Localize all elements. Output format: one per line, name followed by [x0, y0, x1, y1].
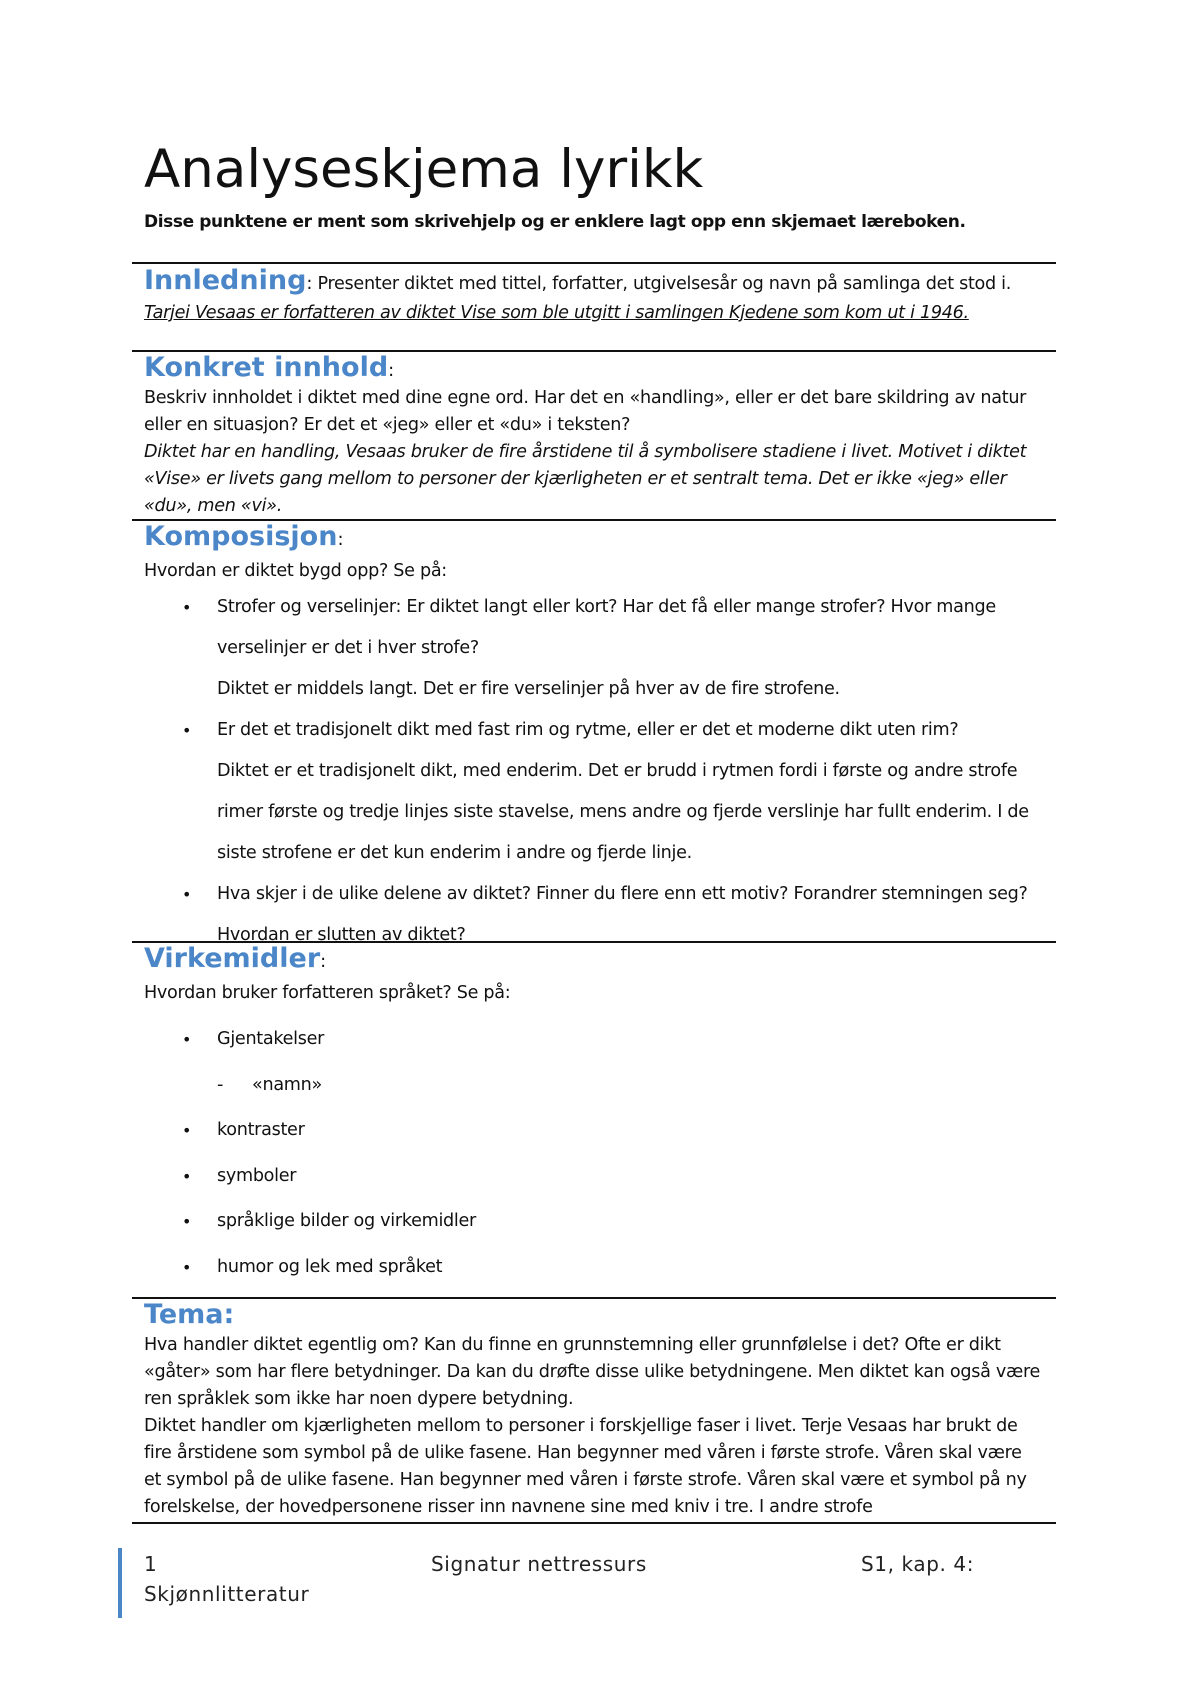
page-subtitle: Disse punktene er ment som skrivehjelp og er enklere lagt opp enn skjemaet læreboken.: [144, 212, 966, 232]
list-item: [144, 587, 1044, 669]
section-innledning: [144, 266, 1044, 327]
list-item: [144, 1108, 1044, 1154]
virkemidler-item-2: kontraster: [217, 1120, 305, 1140]
virkemidler-list: [144, 1017, 1044, 1290]
komposisjon-list: [144, 587, 1044, 956]
dash-icon: -: [217, 1074, 224, 1095]
footer-second-line: Skjønnlitteratur: [144, 1582, 310, 1606]
footer-accent-bar: [118, 1548, 122, 1618]
list-item: [144, 669, 1044, 710]
heading-colon: :: [388, 360, 394, 381]
list-item: [144, 1199, 1044, 1245]
heading-virkemidler: Virkemidler: [144, 943, 321, 974]
section-konkret-innhold: [144, 353, 1044, 520]
list-item: [144, 1154, 1044, 1200]
tema-answer: Diktet handler om kjærligheten mellom to personer i forskjellige faser i livet. Terje Vesaas har brukt de fire årstidene som symbol på de ulike fasene. Han begynner med våren i første strofe. Våren skal være et symbol på de ulike fasene. Han begynner med våren i første strofe. Våren skal være et symbol på ny forelskelse, der hovedpersonene risser inn navnene sine med kniv i tre. I andre strofe: [144, 1416, 1027, 1517]
konkret-answer: Diktet har en handling, Vesaas bruker de fire årstidene til å symbolisere stadiene i livet. Motivet i diktet «Vise» er livets gang mellom to personer der kjærligheten er et sentralt tema. Det er ikke «jeg» eller «du», men «vi».: [144, 442, 1027, 516]
tema-prompt: Hva handler diktet egentlig om? Kan du finne en grunnstemning eller grunnfølelse i det? Ofte er dikt «gåter» som har flere betydninger. Da kan du drøfte disse ulike betydningene. Men diktet kan også være ren språklek som ikke har noen dypere betydning.: [144, 1335, 1041, 1409]
heading-komposisjon: Komposisjon: [144, 521, 338, 552]
virkemidler-item-1: Gjentakelser: [217, 1029, 325, 1049]
bullet-icon: •: [182, 1166, 192, 1186]
footer-center-text: Signatur nettressurs: [431, 1552, 647, 1576]
heading-colon: :: [306, 273, 313, 294]
section-tema: [144, 1300, 1044, 1521]
komposisjon-bullet-1: Strofer og verselinjer: Er diktet langt eller kort? Har det få eller mange strofer? Hvor mange verselinjer er det i hver strofe?: [217, 597, 996, 658]
konkret-prompt: Beskriv innholdet i diktet med dine egne ord. Har det en «handling», eller er det bare skildring av natur eller en situasjon? Er det et «jeg» eller et «du» i teksten?: [144, 388, 1027, 435]
footer-right-text: S1, kap. 4:: [861, 1552, 975, 1576]
bullet-icon: •: [182, 1030, 192, 1049]
page-footer: [118, 1548, 1058, 1620]
heading-colon: :: [320, 951, 326, 972]
footer-page-number: 1: [144, 1552, 158, 1576]
komposisjon-prompt: Hvordan er diktet bygd opp? Se på:: [144, 561, 447, 581]
page-title: Analyseskjema lyrikk: [144, 139, 704, 200]
bullet-icon: •: [182, 1257, 192, 1277]
list-item: [144, 710, 1044, 751]
list-item: [144, 1017, 1044, 1063]
virkemidler-prompt: Hvordan bruker forfatteren språket? Se på:: [144, 983, 511, 1003]
innledning-answer: Tarjei Vesaas er forfatteren av diktet Vise som ble utgitt i samlingen Kjedene som kom ut i 1946.: [144, 303, 969, 323]
section-komposisjon: [144, 522, 1044, 956]
section-virkemidler: [144, 944, 1044, 1290]
komposisjon-bullet-2: Er det et tradisjonelt dikt med fast rim og rytme, eller er det et moderne dikt uten rim?: [217, 720, 959, 740]
list-item: [144, 1063, 1044, 1109]
bullet-icon: •: [182, 598, 192, 617]
heading-konkret-innhold: Konkret innhold: [144, 352, 389, 383]
bullet-icon: •: [182, 721, 192, 740]
section-divider: [132, 1297, 1056, 1299]
heading-tema: Tema:: [144, 1299, 235, 1330]
innledning-prompt: Presenter diktet med tittel, forfatter, utgivelsesår og navn på samlinga det stod i.: [312, 274, 1012, 294]
virkemidler-item-3: symboler: [217, 1165, 297, 1186]
list-item: [144, 1245, 1044, 1291]
komposisjon-answer-2: Diktet er et tradisjonelt dikt, med enderim. Det er brudd i rytmen fordi i første og andre strofe rimer første og tredje linjes siste stavelse, mens andre og fjerde verslinje har fullt enderim. I de siste strofene er det kun enderim i andre og fjerde linje.: [217, 761, 1029, 863]
bullet-icon: •: [182, 885, 192, 904]
bullet-icon: •: [182, 1212, 192, 1231]
komposisjon-answer-1: Diktet er middels langt. Det er fire verselinjer på hver av de fire strofene.: [217, 679, 840, 699]
virkemidler-item-5: humor og lek med språket: [217, 1256, 443, 1277]
bullet-icon: •: [182, 1121, 192, 1140]
heading-colon: :: [337, 529, 344, 550]
komposisjon-bullet-3: Hva skjer i de ulike delene av diktet? Finner du flere enn ett motiv? Forandrer stemningen seg? Hvordan er slutten av diktet?: [217, 884, 1028, 945]
section-divider: [132, 262, 1056, 264]
virkemidler-item-4: språklige bilder og virkemidler: [217, 1211, 476, 1231]
section-divider: [132, 1522, 1056, 1524]
heading-innledning: Innledning: [144, 265, 307, 296]
virkemidler-sub-item: «namn»: [252, 1074, 322, 1095]
list-item: [144, 751, 1044, 874]
